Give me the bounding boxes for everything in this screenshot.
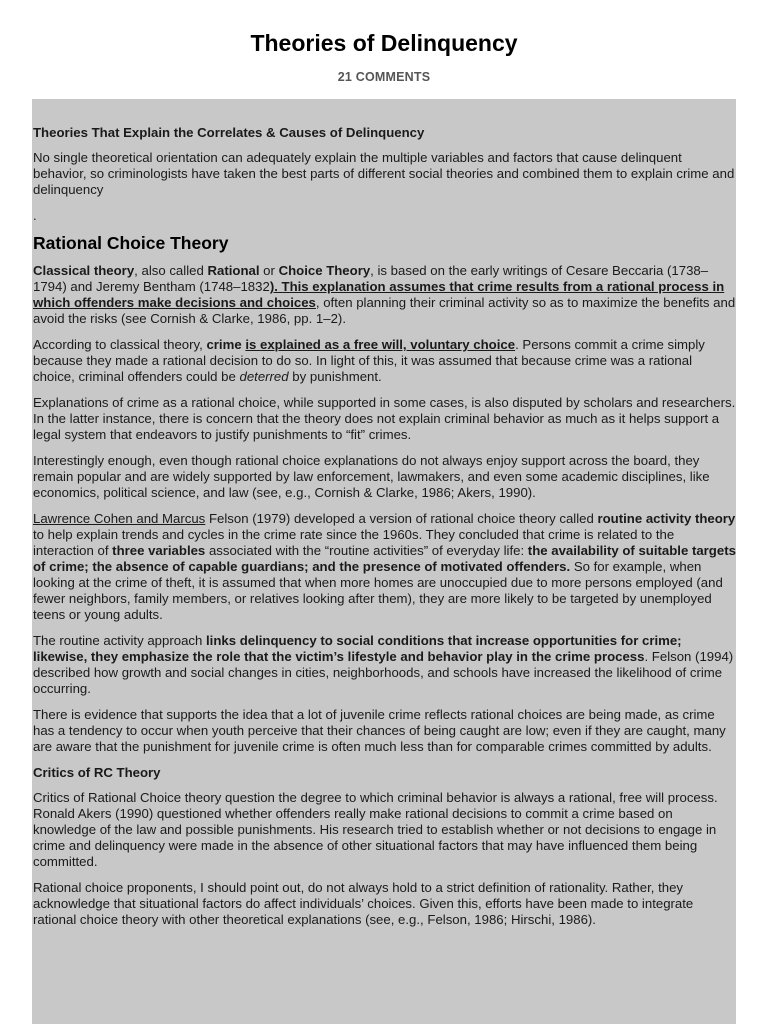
intro-paragraph: No single theoretical orientation can adequately explain the multiple variables and factors that cause delinquent behavior, so criminologists have taken the best parts of different social theories and combined them to explain crime and delinquency — [33, 150, 735, 197]
critics-heading: Critics of RC Theory — [33, 765, 161, 780]
section-heading: Theories That Explain the Correlates & Causes of Delinquency — [33, 125, 425, 140]
routine-activity-paragraph: Lawrence Cohen and Marcus Felson (1979) developed a version of rational choice theory called routine activity theory to help explain trends and cycles in the crime rate since the 1960s. They concluded that crime is related to the interaction of three variables associated with the “routine activities” of everyday life: the availability of suitable targets of crime; the absence of capable guardians; and the presence of motivated offenders. So for example, when looking at the crime of theft, it is assumed that when more homes are unoccupied due to more persons employed (and fewer neighbors, family members, or relatives looking after them), they are more likely to be targeted by unemployed teens or young adults. — [33, 511, 736, 622]
cohen-felson-link[interactable]: Lawrence Cohen and Marcus — [33, 511, 206, 526]
classical-theory-paragraph: Classical theory, also called Rational or Choice Theory, is based on the early writings of Cesare Beccaria (1738–1794) and Jeremy Bentham (1748–1832). This explanation assumes that crime results from a rational process in which offenders make decisions and choices, often planning their criminal activity so as to maximize the benefits and avoid the risks (see Cornish & Clarke, 1986, pp. 1–2). — [33, 263, 736, 326]
emphasized-assumption: ). This explanation assumes that crime results from a rational process in which offenders make decisions and choices — [33, 279, 725, 310]
rational-choice-heading: Rational Choice Theory — [33, 233, 229, 253]
routine-activity-term: routine activity theory — [597, 511, 736, 526]
proponents-paragraph: Rational choice proponents, I should point out, do not always hold to a strict definition of rationality. Rather, they acknowledge that situational factors do affect individuals’ choices. Given this, efforts have been made to integrate rational choice theory with other theoretical explanations (see, e.g., Felson, 1986; Hirschi, 1986). — [33, 880, 694, 927]
article-body — [32, 99, 736, 1024]
routine-approach-paragraph: The routine activity approach links delinquency to social conditions that increase opportunities for crime; likewise, they emphasize the role that the victim’s lifestyle and behavior play in the crime process. Felson (1994) described how growth and social changes in cities, neighborhoods, and schools have increased the likelihood of crime occurring. — [33, 633, 734, 696]
three-variables-list: the availability of suitable targets of crime; the absence of capable guardians; and the presence of motivated offenders. — [33, 543, 736, 574]
classical-theory-term: Classical theory — [33, 263, 135, 278]
separator: . — [33, 208, 37, 223]
page-title: Theories of Delinquency — [250, 30, 518, 56]
free-will-paragraph: According to classical theory, crime is explained as a free will, voluntary choice. Persons commit a crime simply because they made a rational decision to do so. In light of this, it was assumed that because crime was a rational choice, criminal offenders could be deterred by punishment. — [33, 337, 705, 384]
support-paragraph: Interestingly enough, even though rational choice explanations do not always enjoy support across the board, they remain popular and are widely supported by law enforcement, lawmakers, and even some academic disciplines, like economics, political science, and law (see, e.g., Cornish & Clarke, 1986; Akers, 1990). — [33, 453, 710, 500]
juvenile-crime-paragraph: There is evidence that supports the idea that a lot of juvenile crime reflects rational choices are being made, as crime has a tendency to occur when youth perceive that their chances of being caught are low; even if they are caught, many are aware that the punishment for juvenile crime is often much less than for comparable crimes committed by adults. — [33, 707, 726, 754]
critics-paragraph: Critics of Rational Choice theory question the degree to which criminal behavior is always a rational, free will process. Ronald Akers (1990) questioned whether offenders really make rational decisions to commit a crime based on knowledge of the law and possible punishments. His research tried to establish whether or not decisions to engage in crime and delinquency were made in the absence of other situational factors that may have influenced them being committed. — [33, 790, 718, 869]
free-will-emphasis: is explained as a free will, voluntary choice — [245, 337, 516, 352]
explanations-paragraph: Explanations of crime as a rational choice, while supported in some cases, is also disputed by scholars and researchers. In the latter instance, there is concern that the theory does not explain criminal behavior as much as it helps support a legal system that endeavors to justify punishments to “fit” crimes. — [33, 395, 736, 442]
comments-count-link[interactable]: 21 COMMENTS — [337, 70, 431, 84]
